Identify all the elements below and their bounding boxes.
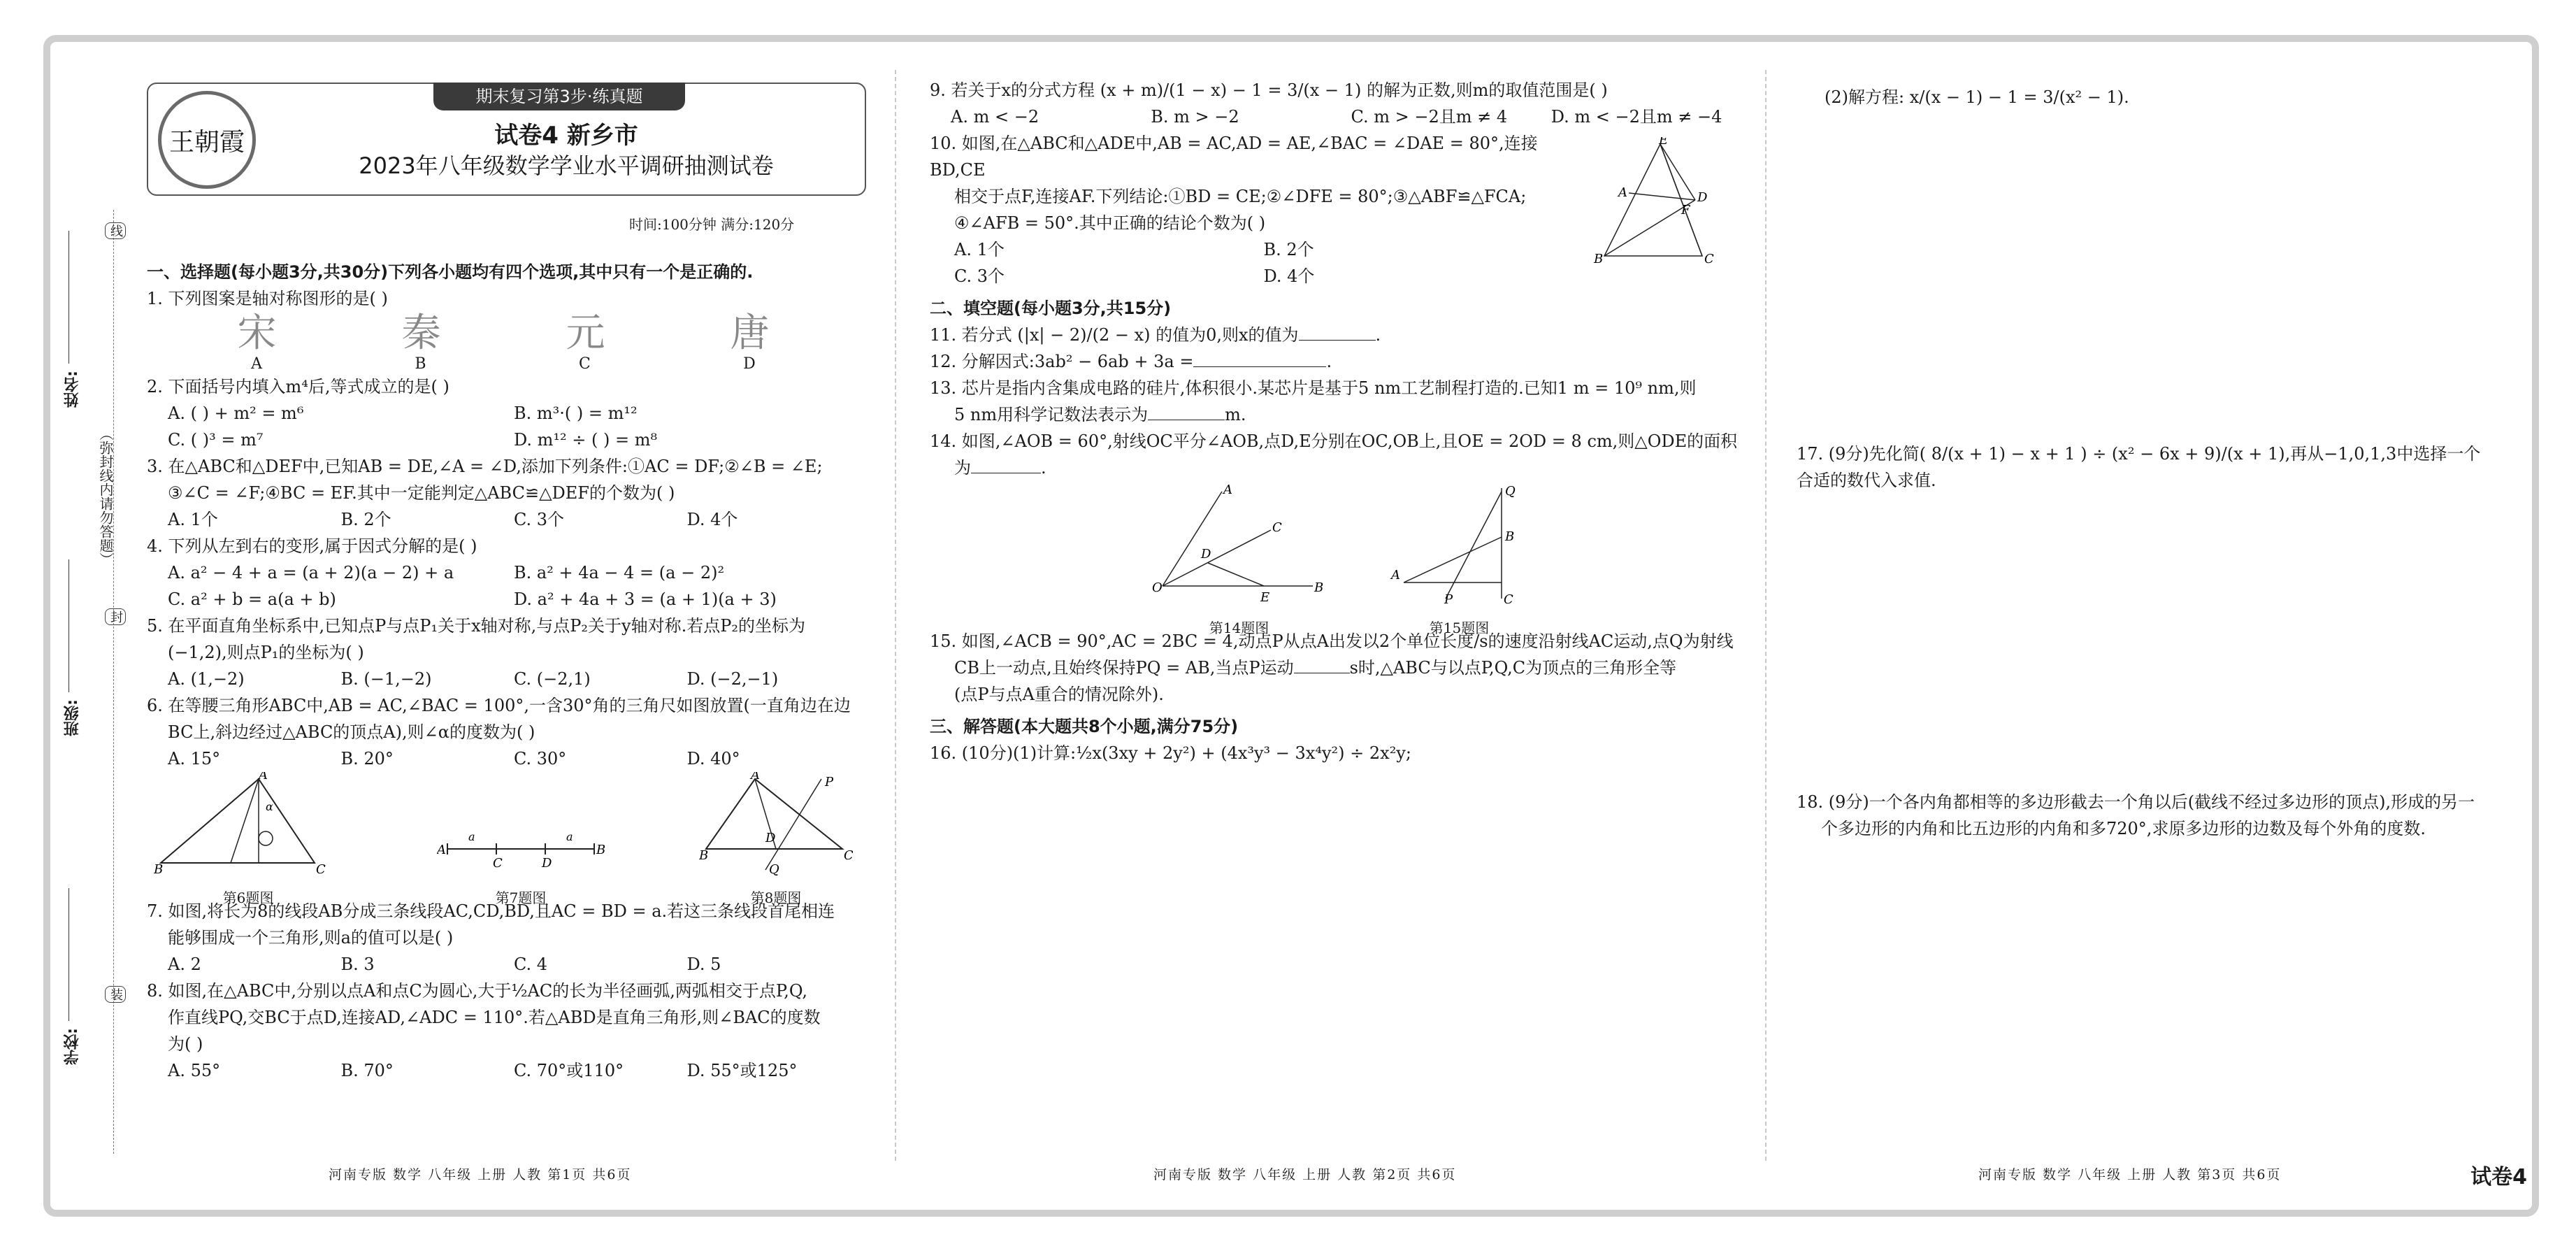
question-4: 4. 下列从左到右的变形,属于因式分解的是( ) bbox=[147, 536, 477, 556]
q2-option-b: B. m³·( ) = m¹² bbox=[514, 403, 638, 423]
q10-option-a: A. 1个 bbox=[954, 240, 1005, 259]
figure-10 bbox=[1590, 137, 1716, 278]
section1-heading: 一、选择题(每小题3分,共30分)下列各小题均有四个选项,其中只有一个是正确的. bbox=[147, 262, 754, 282]
q13-blank[interactable] bbox=[1148, 406, 1225, 420]
figure-7 bbox=[437, 772, 605, 906]
svg-text:B: B bbox=[596, 843, 605, 857]
footer-page-3: 河南专版 数学 八年级 上册 人教 第3页 共6页 bbox=[1978, 1167, 2282, 1182]
question-18-line1: 18. (9分)一个各内角都相等的多边形截去一个角以后(截线不经过多边形的顶点),形成的另一 bbox=[1797, 792, 2475, 812]
q1-cap-a: A bbox=[251, 355, 263, 373]
svg-text:E: E bbox=[1659, 137, 1669, 148]
q2-option-d: D. m¹² ÷ ( ) = m⁸ bbox=[514, 430, 658, 450]
svg-text:a: a bbox=[566, 830, 573, 843]
question-15-line2 bbox=[930, 655, 1751, 681]
question-10-line1: 10. 如图,在△ABC和△ADE中,AB = AC,AD = AE,∠BAC = ∠DAE = 80°,连接BD,CE bbox=[930, 134, 1538, 180]
q6-option-b: B. 20° bbox=[340, 749, 394, 769]
footer-page-2: 河南专版 数学 八年级 上册 人教 第2页 共6页 bbox=[1153, 1167, 1457, 1182]
svg-text:C: C bbox=[844, 848, 853, 863]
q10-option-b: B. 2个 bbox=[1263, 240, 1314, 259]
q3-option-a: A. 1个 bbox=[168, 510, 218, 529]
section3-heading: 三、解答题(本大题共8个小题,满分75分) bbox=[930, 717, 1239, 736]
q2-option-a: A. ( ) + m² = m⁶ bbox=[168, 403, 304, 423]
q1-cap-b: B bbox=[415, 355, 426, 373]
q5-option-b: B. (−1,−2) bbox=[340, 669, 432, 689]
q1-char-a: 宋 bbox=[237, 310, 277, 356]
exam-subtitle: 2023年八年级数学学业水平调研抽测试卷 bbox=[359, 152, 774, 179]
q12-text: 12. 分解因式:3ab² − 6ab + 3a = bbox=[930, 352, 1194, 371]
seal-note: （弥封线内请勿答题） bbox=[97, 427, 114, 566]
school-label: 学校: bbox=[64, 1028, 81, 1065]
svg-text:C: C bbox=[1503, 592, 1513, 607]
svg-text:C: C bbox=[1272, 520, 1282, 535]
q7-options bbox=[147, 951, 860, 978]
question-18-line2: 个多边形的内角和比五边形的内角和多720°,求原多边形的边数及每个外角的度数. bbox=[1821, 819, 2426, 838]
figure-7-caption: 第7题图 bbox=[495, 889, 547, 906]
svg-text:C: C bbox=[493, 856, 503, 871]
question-6-line2: BC上,斜边经过△ABC的顶点A),则∠α的度数为( ) bbox=[168, 722, 535, 742]
q15-text2: s时,△ABC与以点P,Q,C为顶点的三角形全等 bbox=[1349, 658, 1677, 678]
question-3-line2: ③∠C = ∠F;④BC = EF.其中一定能判定△ABC≌△DEF的个数为( ) bbox=[168, 483, 675, 503]
svg-text:α: α bbox=[266, 800, 273, 813]
question-13-line1: 13. 芯片是指内含集成电路的硅片,体积很小.某芯片是基于5 nm工艺制程打造的.已知1 m = 10⁹ nm,则 bbox=[930, 378, 1697, 398]
q2-option-c: C. ( )³ = m⁷ bbox=[168, 430, 264, 450]
q10-option-d: D. 4个 bbox=[1263, 266, 1315, 286]
question-6-line1: 6. 在等腰三角形ABC中,AB = AC,∠BAC = 100°,一含30°角的三角尺如图放置(一直角边在边 bbox=[147, 696, 851, 715]
question-10-block bbox=[930, 130, 1751, 289]
q6-option-a: A. 15° bbox=[168, 749, 221, 769]
svg-text:Q: Q bbox=[1504, 484, 1516, 499]
corner-paper-label: 试卷4 bbox=[2470, 1165, 2527, 1189]
svg-text:Q: Q bbox=[769, 862, 779, 877]
q8-option-d: D. 55°或125° bbox=[686, 1061, 798, 1080]
q6-options bbox=[147, 745, 860, 772]
svg-text:C: C bbox=[1704, 252, 1714, 266]
svg-text:D: D bbox=[542, 856, 552, 871]
q14-blank[interactable] bbox=[971, 459, 1041, 473]
question-15-line3: (点P与点A重合的情况除外). bbox=[954, 685, 1164, 704]
q8-option-a: A. 55° bbox=[168, 1061, 221, 1080]
q8-options bbox=[147, 1057, 860, 1084]
svg-text:B: B bbox=[699, 848, 709, 863]
q4-options bbox=[147, 559, 860, 613]
q10-options bbox=[930, 236, 1573, 289]
logo-text: 王朝霞 bbox=[168, 127, 245, 157]
svg-text:E: E bbox=[1260, 590, 1269, 605]
q13-text: 5 nm用科学记数法表示为 bbox=[954, 405, 1149, 424]
question-9: 9. 若关于x的分式方程 (x + m)/(1 − x) − 1 = 3/(x − 1) 的解为正数,则m的取值范围是( ) bbox=[930, 80, 1608, 100]
question-8-line2: 作直线PQ,交BC于点D,连接AD,∠ADC = 110°.若△ABD是直角三角形,则∠BAC的度数 bbox=[168, 1008, 821, 1027]
svg-text:A: A bbox=[751, 772, 760, 782]
section2-heading: 二、填空题(每小题3分,共15分) bbox=[930, 299, 1172, 318]
bind-char-zhuang: 装 bbox=[105, 986, 126, 1003]
figures-14-15 bbox=[930, 481, 1751, 636]
q9-option-a: A. m < −2 bbox=[951, 107, 1039, 127]
q1-cap-c: C bbox=[578, 355, 591, 373]
q11-text: 11. 若分式 (|x| − 2)/(2 − x) 的值为0,则x的值为 bbox=[930, 325, 1299, 345]
figure-8-caption: 第8题图 bbox=[750, 889, 802, 906]
svg-text:O: O bbox=[1151, 580, 1163, 595]
figure-14 bbox=[1151, 481, 1327, 636]
question-3-line1: 3. 在△ABC和△DEF中,已知AB = DE,∠A = ∠D,添加下列条件:①AC = DF;②∠B = ∠E; bbox=[147, 457, 823, 476]
q4-option-a: A. a² − 4 + a = (a + 2)(a − 2) + a bbox=[168, 563, 454, 582]
time-info: 时间:100分钟 满分:120分 bbox=[629, 216, 795, 233]
svg-text:A: A bbox=[437, 843, 446, 857]
q5-option-c: C. (−2,1) bbox=[514, 669, 591, 689]
q7-option-a: A. 2 bbox=[168, 955, 201, 974]
figure-8 bbox=[699, 772, 853, 906]
page-3 bbox=[1797, 70, 2496, 1195]
svg-text:F: F bbox=[1681, 203, 1690, 217]
question-14-line2: 为 . bbox=[954, 458, 1046, 478]
question-8-line1: 8. 如图,在△ABC中,分别以点A和点C为圆心,大于½AC的长为半径画弧,两弧相交于点P,Q, bbox=[147, 981, 807, 1001]
question-5-line2: (−1,2),则点P₁的坐标为( ) bbox=[168, 643, 364, 662]
footer-page-1: 河南专版 数学 八年级 上册 人教 第1页 共6页 bbox=[329, 1167, 632, 1182]
page-1 bbox=[147, 70, 860, 1195]
question-8-line3: 为( ) bbox=[168, 1034, 203, 1054]
column-divider-2 bbox=[1765, 70, 1766, 1161]
q7-option-d: D. 5 bbox=[686, 955, 721, 974]
page-2 bbox=[930, 70, 1751, 1195]
bind-char-xian: 线 bbox=[105, 222, 126, 239]
question-2: 2. 下面括号内填入m⁴后,等式成立的是( ) bbox=[147, 377, 449, 396]
column-divider-1 bbox=[895, 70, 896, 1161]
q12-blank[interactable] bbox=[1193, 352, 1326, 367]
q3-option-c: C. 3个 bbox=[514, 510, 565, 529]
q6-option-d: D. 40° bbox=[686, 749, 740, 769]
q5-option-d: D. (−2,−1) bbox=[686, 669, 779, 689]
q1-char-d: 唐 bbox=[730, 310, 770, 356]
figures-6-7-8 bbox=[147, 772, 860, 906]
q1-cap-d: D bbox=[743, 355, 756, 373]
q1-chars bbox=[147, 312, 860, 355]
q4-option-d: D. a² + 4a + 3 = (a + 1)(a + 3) bbox=[514, 589, 777, 609]
binding-line bbox=[113, 210, 114, 1154]
question-14-line1: 14. 如图,∠AOB = 60°,射线OC平分∠AOB,点D,E分别在OC,OB上,且OE = 2OD = 8 cm,则△ODE的面积 bbox=[930, 431, 1738, 451]
q1-char-c: 元 bbox=[566, 310, 605, 356]
q10-option-c: C. 3个 bbox=[954, 266, 1005, 286]
q1-captions bbox=[147, 355, 860, 373]
q3-options bbox=[147, 506, 860, 533]
q8-option-c: C. 70°或110° bbox=[514, 1061, 624, 1080]
figure-6 bbox=[154, 772, 343, 906]
svg-text:B: B bbox=[1594, 252, 1604, 266]
q9-options bbox=[930, 103, 1751, 130]
question-15-line1: 15. 如图,∠ACB = 90°,AC = 2BC = 4,动点P从点A出发以2个单位长度/s的速度沿射线AC运动,点Q为射线 bbox=[930, 631, 1734, 651]
svg-text:P: P bbox=[1444, 592, 1453, 607]
svg-text:D: D bbox=[765, 831, 776, 845]
step-banner: 期末复习第3步·练真题 bbox=[433, 83, 685, 110]
q3-option-d: D. 4个 bbox=[686, 510, 738, 529]
q9-option-c: C. m > −2且m ≠ 4 bbox=[1351, 107, 1508, 127]
question-1: 1. 下列图案是轴对称图形的是( ) bbox=[147, 289, 388, 308]
question-12: 12. 分解因式:3ab² − 6ab + 3a = . bbox=[930, 352, 1332, 371]
svg-text:a: a bbox=[468, 830, 475, 843]
question-17: 17. (9分)先化简( 8/(x + 1) − x + 1 ) ÷ (x² − 6x + 9)/(x + 1),再从−1,0,1,3中选择一个合适的数代入求值. bbox=[1797, 444, 2481, 490]
q6-option-c: C. 30° bbox=[514, 749, 567, 769]
q3-option-b: B. 2个 bbox=[340, 510, 391, 529]
q7-option-b: B. 3 bbox=[340, 955, 375, 974]
q11-blank[interactable] bbox=[1299, 326, 1376, 341]
q9-option-d: D. m < −2且m ≠ −4 bbox=[1550, 107, 1722, 127]
q1-char-b: 秦 bbox=[401, 310, 441, 356]
svg-text:B: B bbox=[1504, 529, 1514, 544]
exam-title: 试卷4 新乡市 bbox=[494, 122, 638, 150]
svg-text:B: B bbox=[154, 862, 164, 877]
question-18 bbox=[1797, 789, 2475, 842]
question-16: 16. (10分)(1)计算:½x(3xy + 2y²) + (4x³y³ − 3x⁴y²) ÷ 2x²y; bbox=[930, 743, 1411, 763]
q5-options bbox=[147, 666, 860, 692]
question-11: 11. 若分式 (|x| − 2)/(2 − x) 的值为0,则x的值为 . bbox=[930, 325, 1381, 345]
svg-text:A: A bbox=[1223, 482, 1232, 497]
q15-text: CB上一动点,且始终保持PQ = AB,当点P运动 bbox=[954, 658, 1294, 678]
question-10-line2: 相交于点F,连接AF.下列结论:①BD = CE;②∠DFE = 80°;③△ABF≌△FCA; bbox=[954, 187, 1527, 206]
question-16-part2: (2)解方程: x/(x − 1) − 1 = 3/(x² − 1). bbox=[1825, 87, 2129, 107]
q8-option-b: B. 70° bbox=[340, 1061, 394, 1080]
q7-option-c: C. 4 bbox=[514, 955, 548, 974]
svg-text:C: C bbox=[316, 862, 326, 877]
svg-text:D: D bbox=[1697, 190, 1708, 205]
question-7-line2: 能够围成一个三角形,则a的值可以是( ) bbox=[168, 928, 454, 948]
question-10-line3: ④∠AFB = 50°.其中正确的结论个数为( ) bbox=[954, 213, 1266, 233]
figure-14-caption: 第14题图 bbox=[1209, 620, 1269, 636]
svg-text:A: A bbox=[1390, 568, 1400, 582]
name-label: 姓名: bbox=[64, 371, 81, 408]
question-7-line1: 7. 如图,将长为8的线段AB分成三条线段AC,CD,BD,且AC = BD = a.若这三条线段首尾相连 bbox=[147, 901, 835, 921]
svg-text:B: B bbox=[1314, 580, 1323, 595]
q15-blank[interactable] bbox=[1294, 659, 1350, 673]
svg-text:P: P bbox=[825, 775, 834, 789]
question-5-line1: 5. 在平面直角坐标系中,已知点P与点P₁关于x轴对称,与点P₂关于y轴对称.若点P₂的坐标为 bbox=[147, 616, 805, 636]
q4-option-c: C. a² + b = a(a + b) bbox=[168, 589, 336, 609]
class-label: 班级: bbox=[64, 699, 81, 736]
q9-option-b: B. m > −2 bbox=[1151, 107, 1239, 127]
svg-text:A: A bbox=[1618, 185, 1627, 200]
figure-6-caption: 第6题图 bbox=[222, 889, 274, 906]
q2-options bbox=[147, 400, 860, 453]
q14-text: 为 bbox=[954, 458, 971, 478]
q5-option-a: A. (1,−2) bbox=[168, 669, 245, 689]
bind-char-feng: 封 bbox=[105, 608, 126, 625]
svg-text:D: D bbox=[1200, 547, 1211, 562]
figure-15 bbox=[1390, 481, 1530, 636]
q4-option-b: B. a² + 4a − 4 = (a − 2)² bbox=[514, 563, 725, 582]
question-13-line2 bbox=[930, 401, 1751, 428]
figure-15-caption: 第15题图 bbox=[1429, 620, 1490, 636]
q13-unit: m. bbox=[1225, 405, 1246, 424]
svg-text:A: A bbox=[259, 772, 268, 782]
